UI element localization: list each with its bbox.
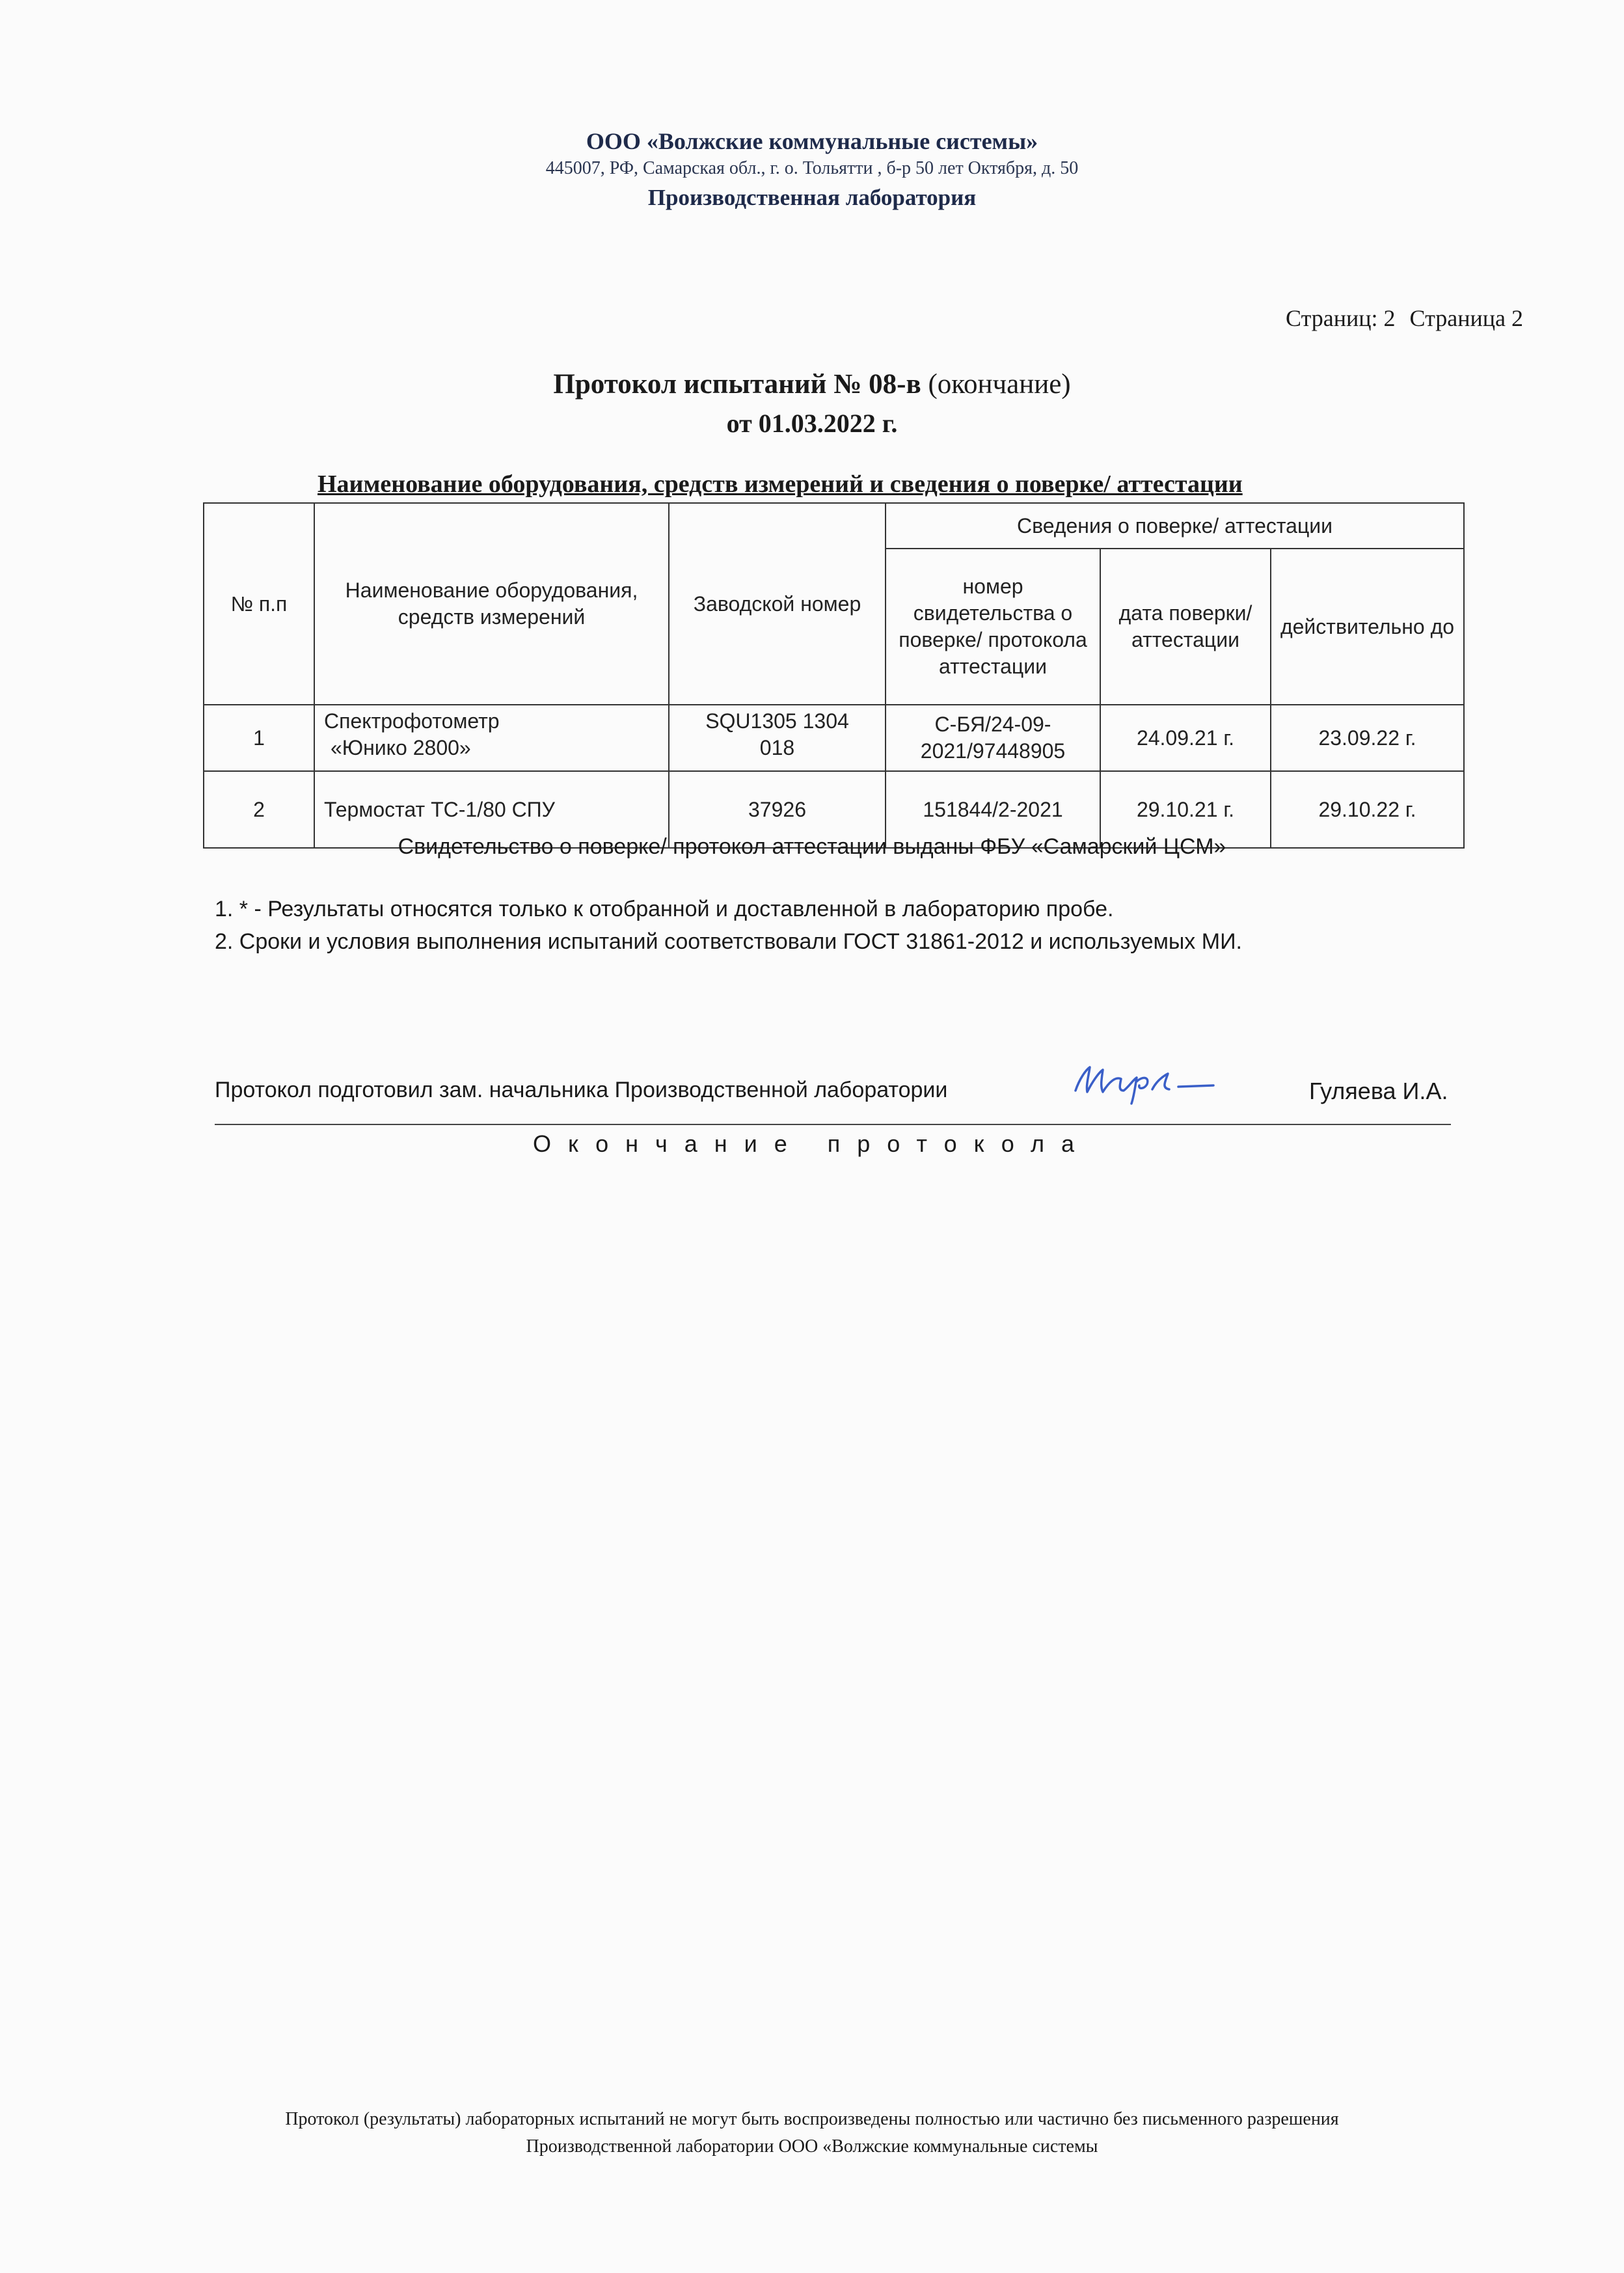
signature-icon xyxy=(1064,1053,1233,1105)
header-serial: Заводской номер xyxy=(669,503,886,705)
footer-disclaimer xyxy=(0,2106,1624,2160)
certificate-note: Свидетельство о поверке/ протокол аттестации выданы ФБУ «Самарский ЦСМ» xyxy=(398,834,1226,859)
protocol-title-suffix: (окончание) xyxy=(921,369,1071,400)
cell-serial-line: 018 xyxy=(759,735,795,759)
cell-serial-line: SQU1305 1304 xyxy=(705,709,849,733)
organization-name: ООО «Волжские коммунальные системы» xyxy=(586,128,1038,154)
table-caption: Наименование оборудования, средств измерений и сведения о поверке/ аттестации xyxy=(318,470,1243,498)
cell-date: 29.10.21 г. xyxy=(1100,771,1271,848)
cell-number: 2 xyxy=(204,771,314,848)
signer-name: Гуляева И.А. xyxy=(1309,1078,1448,1104)
header-valid-until: действительно до xyxy=(1271,549,1464,705)
cell-certificate-line: С-БЯ/24-09- xyxy=(934,713,1051,737)
note-item: 2. Сроки и условия выполнения испытаний соответствовали ГОСТ 31861-2012 и используемых МИ. xyxy=(215,929,1242,954)
cell-serial: 37926 xyxy=(669,771,886,848)
table-row xyxy=(204,705,1464,771)
header-name: Наименование оборудования, средств измерений xyxy=(314,503,669,705)
protocol-title-number: Протокол испытаний № 08-в xyxy=(553,369,921,400)
footer-line: Протокол (результаты) лабораторных испытаний не могут быть воспроизведены полностью или частично без письменного разрешения xyxy=(285,2109,1339,2129)
cell-certificate: 151844/2-2021 xyxy=(886,771,1100,848)
cell-valid-until: 23.09.22 г. xyxy=(1271,705,1464,771)
table-header-row xyxy=(204,503,1464,549)
cell-name-line: Спектрофотометр xyxy=(324,709,500,733)
cell-name: Термостат ТС-1/80 СПУ xyxy=(314,771,669,848)
cell-name xyxy=(314,705,669,771)
cell-name-line: «Юнико 2800» xyxy=(331,735,471,759)
header-certificate: номер свидетельства о поверке/ протокола аттестации xyxy=(886,549,1100,705)
header-verification-group: Сведения о поверке/ аттестации xyxy=(886,503,1464,549)
cell-certificate-line: 2021/97448905 xyxy=(920,739,1066,763)
header-number: № п.п xyxy=(204,503,314,705)
cell-valid-until: 29.10.22 г. xyxy=(1271,771,1464,848)
cell-number: 1 xyxy=(204,705,314,771)
organization-address: 445007, РФ, Самарская обл., г. о. Тольятти , б-р 50 лет Октября, д. 50 xyxy=(545,158,1079,178)
notes-list xyxy=(215,893,1242,958)
end-of-protocol: Окончание протокола xyxy=(532,1130,1092,1157)
divider xyxy=(215,1124,1451,1125)
footer-line: Производственной лаборатории ООО «Волжские коммунальные системы xyxy=(526,2136,1098,2157)
header-date: дата поверки/ аттестации xyxy=(1100,549,1271,705)
protocol-date: от 01.03.2022 г. xyxy=(726,409,898,438)
page-total: Страниц: 2 xyxy=(1286,305,1396,331)
page-counter xyxy=(1286,305,1523,332)
note-item: 1. * - Результаты относятся только к отобранной и доставленной в лабораторию пробе. xyxy=(215,897,1114,921)
protocol-title xyxy=(0,368,1624,400)
equipment-table xyxy=(203,502,1465,849)
laboratory-name: Производственная лаборатория xyxy=(647,185,977,210)
cell-date: 24.09.21 г. xyxy=(1100,705,1271,771)
cell-serial xyxy=(669,705,886,771)
page-current: Страница 2 xyxy=(1409,305,1523,331)
cell-certificate xyxy=(886,705,1100,771)
prepared-by: Протокол подготовил зам. начальника Производственной лаборатории xyxy=(215,1078,948,1102)
